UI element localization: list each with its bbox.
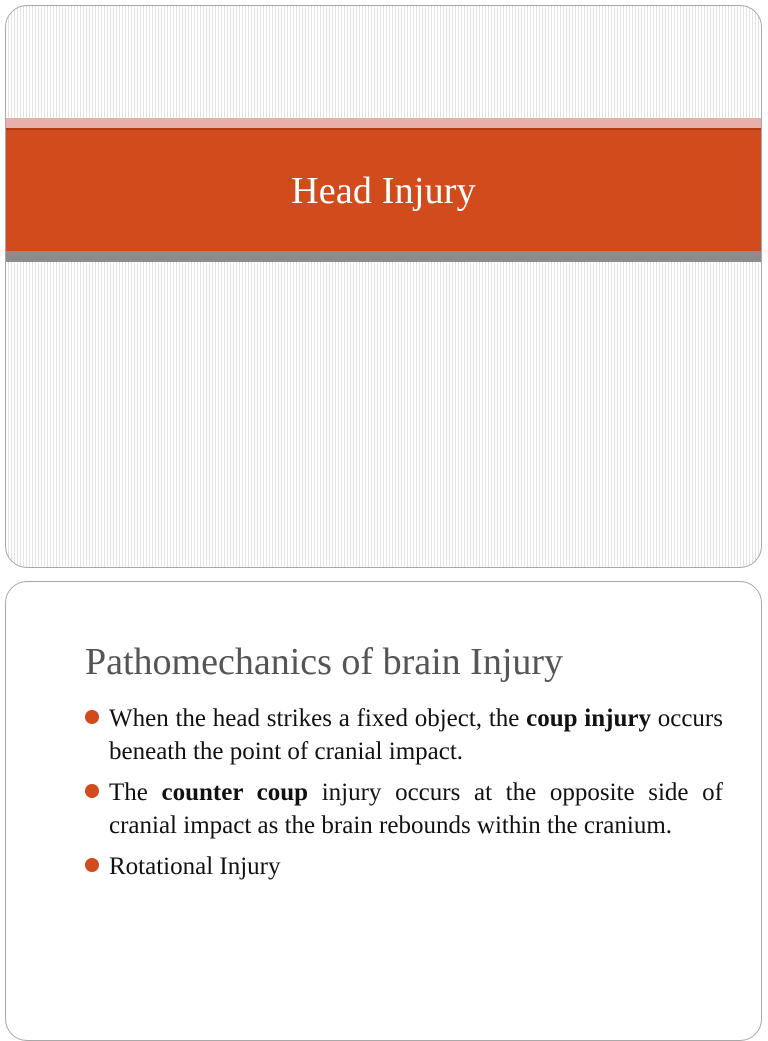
bullet-text-after: injury occurs at the opposite side of cranial impact as the brain rebounds within the cranium. — [109, 779, 723, 839]
title-band — [6, 128, 761, 251]
bullet-dot-icon — [85, 784, 99, 798]
bullet-text-before: When the head strikes a fixed object, the — [109, 705, 527, 732]
bullet-dot-icon — [85, 858, 99, 872]
title-slide — [5, 5, 762, 568]
slide-title: Head Injury — [291, 169, 476, 212]
bullet-item-rotational — [85, 850, 723, 883]
title-band-top-stripe — [6, 118, 761, 128]
bullet-list — [85, 702, 723, 891]
content-slide — [5, 581, 762, 1041]
bullet-text-before: The — [109, 779, 162, 806]
content-heading: Pathomechanics of brain Injury — [85, 641, 564, 683]
bullet-item-counter-coup — [85, 776, 723, 842]
title-band-bottom-stripe — [6, 251, 761, 262]
bullet-dot-icon — [85, 710, 99, 724]
bullet-text-bold: coup injury — [526, 705, 651, 732]
bullet-text-after: occurs beneath the point of cranial impact. — [109, 705, 723, 765]
bullet-text-bold: counter coup — [161, 779, 309, 806]
bullet-text-before: Rotational Injury — [109, 853, 281, 880]
bullet-item-coup — [85, 702, 723, 768]
